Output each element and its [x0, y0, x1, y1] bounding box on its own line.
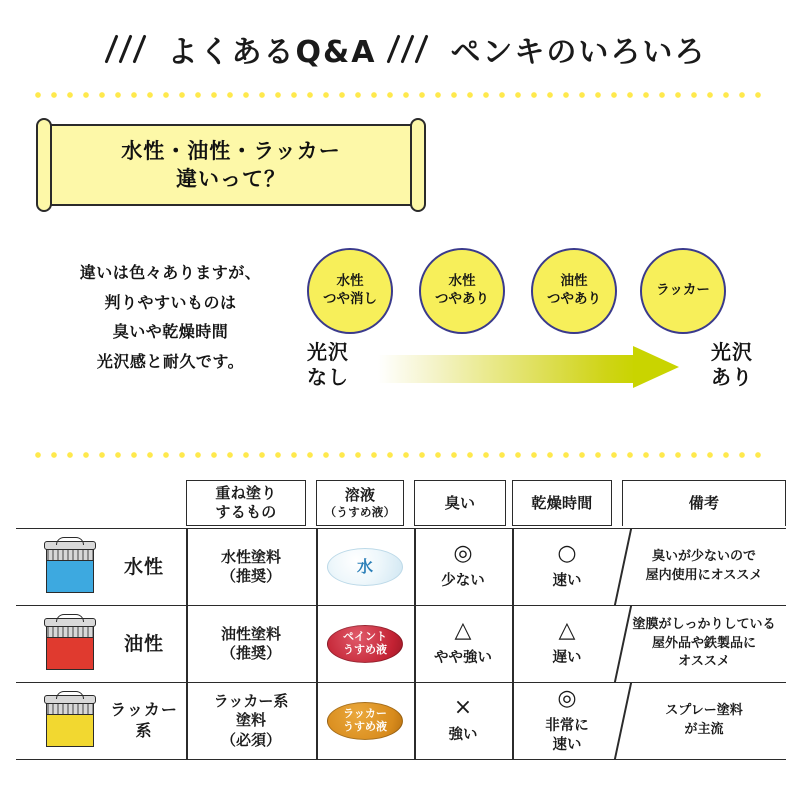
dry-text-oil: 遅い	[552, 650, 582, 667]
row-note-water-line1: 臭いが少ないので	[651, 549, 756, 565]
smell-mark-lacquer: ×	[453, 695, 473, 721]
dry-mark-water: ○	[557, 541, 577, 567]
row-paint-oil-line2: （推奨）	[220, 644, 281, 662]
gloss-circle-2-line1: 水性	[448, 273, 476, 290]
question-banner-text	[121, 137, 341, 194]
gloss-circle-2-line2: つやあり	[435, 291, 489, 307]
slash-decoration-icon	[104, 32, 158, 66]
description-line-3: 臭いや乾燥時間	[112, 322, 229, 342]
paint-can-handle	[56, 614, 84, 622]
gloss-circle-4-line1: ラッカー	[656, 282, 710, 299]
gloss-circle-3-line1: 油性	[560, 273, 588, 290]
slash-decoration-icon	[386, 32, 440, 66]
gloss-circle-2	[419, 248, 505, 334]
header-dry-time: 乾燥時間	[512, 480, 612, 526]
paint-can-body	[46, 547, 94, 593]
header-solvent	[316, 480, 404, 526]
question-banner-box	[48, 124, 414, 206]
divider-middle	[30, 452, 770, 458]
solvent-pill-lacquer-line1: ラッカー	[343, 707, 387, 721]
page-header	[0, 18, 800, 80]
paint-can-icon	[42, 616, 98, 672]
page-title-right: ペンキのいろいろ	[450, 35, 707, 70]
row-smell-lacquer	[414, 683, 512, 759]
row-solvent-oil	[316, 606, 414, 682]
row-paint-oil	[186, 606, 316, 682]
row-note-lacquer	[622, 683, 786, 759]
description-line-1: 違いは色々ありますが、	[79, 263, 262, 282]
page-title-left: よくあるQ&A	[167, 35, 377, 70]
question-line-1: 水性・油性・ラッカー	[121, 138, 341, 163]
gloss-yes-line1: 光沢	[711, 340, 753, 364]
description-line-2: 判りやすいものは	[104, 292, 237, 312]
paint-can-handle	[56, 537, 84, 545]
smell-text-water: 少ない	[441, 573, 485, 590]
row-paint-lacquer-line3: （必須）	[220, 730, 281, 749]
gloss-circle-3-line2: つやあり	[547, 291, 601, 307]
row-note-lacquer-line2: が主流	[684, 722, 724, 737]
gloss-circle-1-line2: つや消し	[323, 291, 377, 307]
row-paint-lacquer-line2: 塗料	[235, 711, 266, 730]
description-text	[58, 258, 283, 376]
row-name-oil: 油性	[123, 632, 164, 655]
table-row	[16, 605, 786, 682]
row-smell-water	[414, 529, 512, 605]
gloss-none-line2: なし	[307, 365, 349, 389]
solvent-pill-water-label: 水	[356, 556, 373, 576]
row-name-water: 水性	[123, 555, 164, 578]
solvent-pill-water	[327, 548, 403, 586]
header-overcoat-line2: するもの	[215, 503, 277, 521]
gloss-none-line1: 光沢	[307, 340, 349, 364]
solvent-pill-lacquer-thinner	[327, 702, 403, 740]
solvent-pill-oil-line1: ペイント	[343, 630, 387, 644]
gloss-circle-1	[307, 248, 393, 334]
dry-text-lacquer-line2: 速い	[552, 736, 582, 753]
paint-can-fill	[47, 558, 93, 592]
smell-mark-oil: △	[454, 618, 472, 644]
divider-top	[30, 92, 770, 98]
header-overcoat-line1: 重ね塗り	[215, 484, 277, 503]
gloss-circle-1-line1: 水性	[336, 273, 364, 290]
row-dry-water	[512, 529, 622, 605]
row-solvent-water	[316, 529, 414, 605]
gloss-yes-label	[692, 340, 772, 390]
dry-mark-lacquer: ◎	[557, 685, 577, 711]
paint-can-handle	[56, 691, 84, 699]
scroll-roll-right-icon	[410, 118, 426, 212]
row-solvent-lacquer	[316, 683, 414, 759]
row-note-oil-line3: オススメ	[678, 654, 730, 670]
row-note-water-line2: 屋内使用にオススメ	[645, 568, 763, 583]
table-header-row	[16, 480, 786, 528]
gloss-circle-3	[531, 248, 617, 334]
row-paint-water-line1: 水性塗料	[220, 547, 281, 566]
row-note-oil-line1: 塗膜がしっかりしている	[632, 616, 776, 632]
smell-text-oil: やや強い	[434, 650, 492, 667]
row-paint-water-line2: （推奨）	[220, 567, 281, 585]
row-note-lacquer-line1: スプレー塗料	[665, 703, 743, 719]
header-smell: 臭い	[414, 480, 506, 526]
row-paint-oil-line1: 油性塗料	[220, 624, 281, 643]
row-smell-oil	[414, 606, 512, 682]
smell-mark-water: ◎	[453, 541, 473, 567]
solvent-pill-oil-line2: うすめ液	[343, 643, 387, 656]
row-paint-lacquer	[186, 683, 316, 759]
header-overcoat	[186, 480, 306, 526]
paint-can-body	[46, 701, 94, 747]
solvent-pill-paint-thinner	[327, 625, 403, 663]
row-paint-lacquer-line1: ラッカー系	[213, 691, 289, 710]
row-note-water	[622, 529, 786, 605]
header-notes: 備考	[622, 480, 786, 526]
comparison-table	[16, 480, 786, 760]
gloss-yes-line2: あり	[711, 365, 753, 389]
table-row	[16, 682, 786, 760]
solvent-pill-lacquer-line2: うすめ液	[343, 720, 387, 733]
paint-can-fill	[47, 635, 93, 669]
paint-can-icon	[42, 693, 98, 749]
description-line-4: 光沢感と耐久です。	[96, 351, 245, 371]
header-solvent-line1: 溶液	[344, 486, 376, 505]
dry-mark-oil: △	[558, 618, 576, 644]
row-name-lacquer: ラッカー系	[110, 700, 178, 740]
row-dry-oil	[512, 606, 622, 682]
gloss-none-label	[286, 340, 370, 390]
gloss-arrow-head	[633, 346, 679, 388]
question-line-2: 違いって？	[176, 167, 286, 191]
question-banner	[34, 124, 430, 208]
paint-can-body	[46, 624, 94, 670]
gloss-gradient-bar	[378, 355, 636, 383]
dry-text-water: 速い	[552, 573, 582, 590]
smell-text-lacquer: 強い	[448, 727, 478, 744]
header-solvent-line2: （うすめ液）	[324, 505, 396, 520]
dry-text-lacquer-line1: 非常に	[545, 717, 589, 734]
gloss-circle-4	[640, 248, 726, 334]
table-row	[16, 528, 786, 605]
row-note-oil	[622, 606, 786, 682]
paint-can-fill	[47, 712, 93, 746]
row-note-oil-line2: 屋外品や鉄製品に	[651, 635, 756, 651]
row-dry-lacquer	[512, 683, 622, 759]
row-paint-water	[186, 529, 316, 605]
scroll-roll-left-icon	[36, 118, 52, 212]
paint-can-icon	[42, 539, 98, 595]
gloss-gradient-arrow-icon	[378, 348, 680, 390]
